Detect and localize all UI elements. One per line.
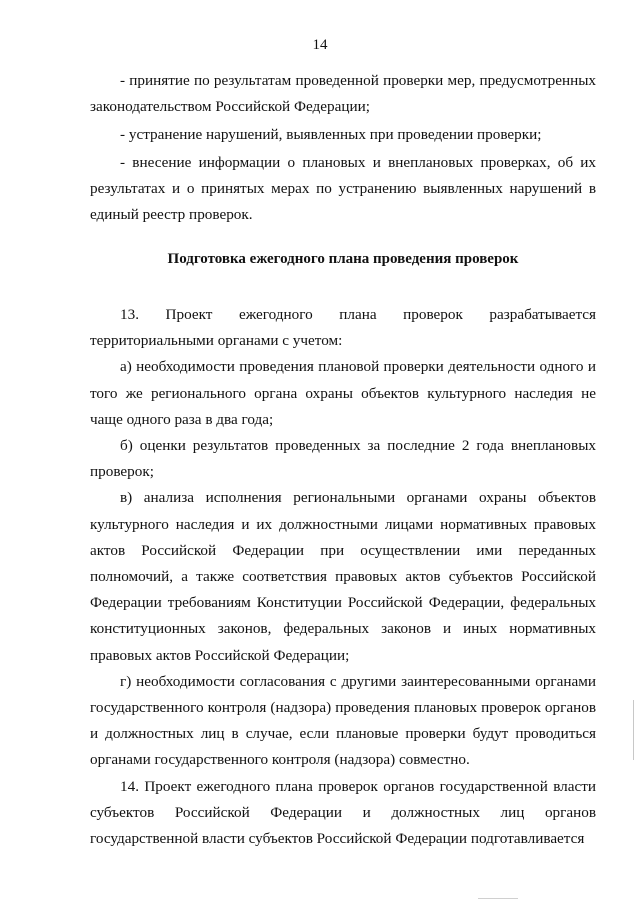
paragraph-v: в) анализа исполнения региональными органами охраны объектов культурного наследия и их должностными лицами нормативных правовых актов Российской Федерации при осуществлении ими переданных полномочий, а также соответствия правовых актов субъектов Российской Федерации требованиям Конституции Российской Федерации, федеральных конституционных законов, федеральных законов и иных нормативных правовых актов Российской Федерации; xyxy=(90,489,596,664)
paragraph-a: а) необходимости проведения плановой проверки деятельности одного и того же регионального органа охраны объектов культурного наследия не чаще одного раза в два года; xyxy=(90,358,596,428)
page-number: 14 xyxy=(312,37,328,53)
paragraph: - принятие по результатам проведенной проверки мер, предусмотренных законодательством Российской Федерации; xyxy=(90,72,596,115)
main-paragraphs xyxy=(90,302,596,852)
paragraph-14: 14. Проект ежегодного плана проверок органов государственной власти субъектов Российской Федерации и должностных лиц органов государственной власти субъектов Российской Федерации подготавливается xyxy=(90,777,596,848)
scan-bottom-mark xyxy=(478,898,518,899)
intro-paragraphs xyxy=(90,68,596,228)
section-heading: Подготовка ежегодного плана проведения проверок xyxy=(167,251,519,267)
paragraph-b: б) оценки результатов проведенных за последние 2 года внеплановых проверок; xyxy=(90,437,596,481)
scan-edge-mark xyxy=(633,700,634,760)
paragraph: - устранение нарушений, выявленных при проведении проверки; xyxy=(120,126,542,143)
paragraph-g: г) необходимости согласования с другими заинтересованными органами государственного контроля (надзора) проведения плановых проверок органов и должностных лиц в случае, если плановые проверки будут проводиться органами государственного контроля (надзора) совместно. xyxy=(90,672,596,769)
paragraph-13: 13. Проект ежегодного плана проверок разрабатывается территориальными органами с учетом: xyxy=(90,306,596,350)
paragraph: - внесение информации о плановых и внеплановых проверках, об их результатах и о принятых мерах по устранению выявленных нарушений в единый реестр проверок. xyxy=(90,154,596,223)
